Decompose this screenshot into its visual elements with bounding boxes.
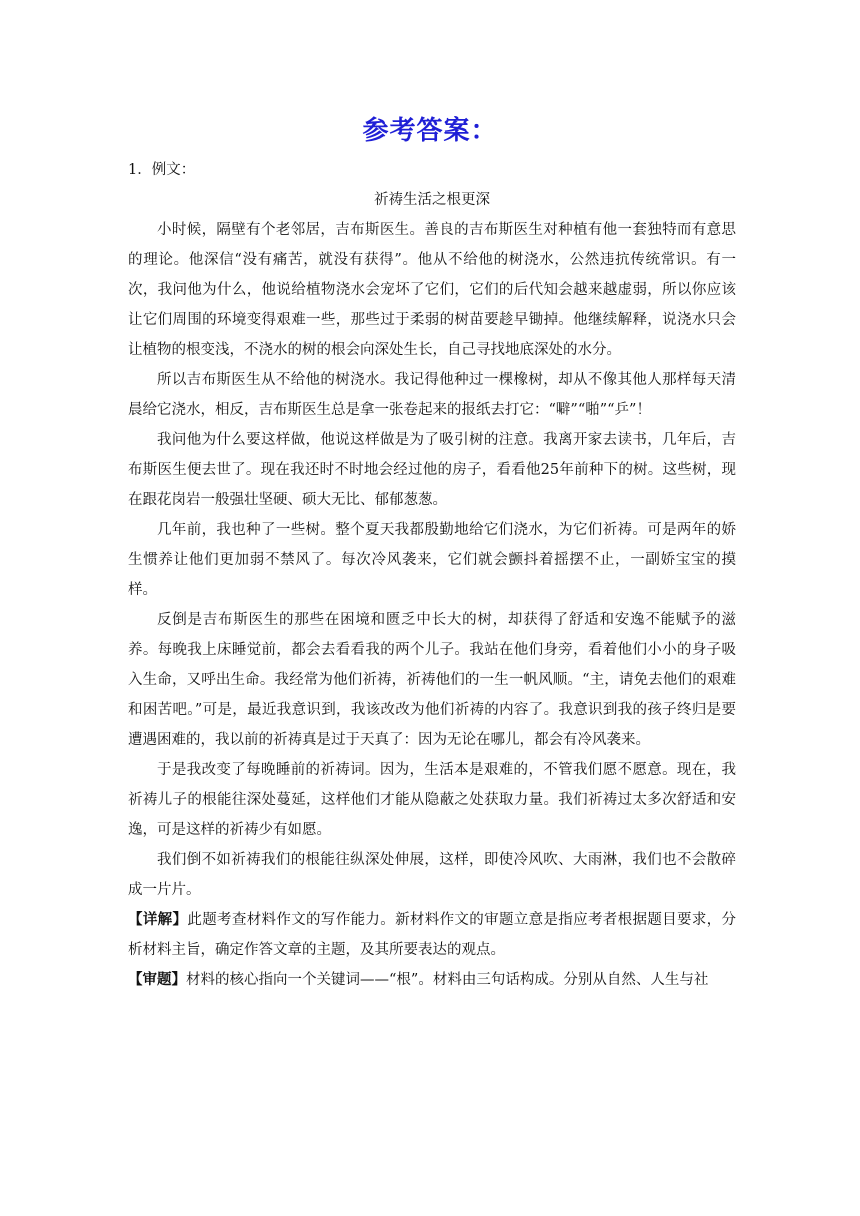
essay-title: 祈祷生活之根更深 (374, 192, 490, 208)
answer-heading: 参考答案： (362, 116, 498, 146)
detail-analysis (128, 905, 736, 965)
question-label: 1．例文： (128, 162, 196, 178)
detail-text: 此题考查材料作文的写作能力。新材料作文的审题立意是指应考者根据题目要求，分析材料主旨，确定作答文章的主题，及其所要表达的观点。 (128, 912, 737, 958)
essay-paragraph: 于是我改变了每晚睡前的祈祷词。因为，生活本是艰难的，不管我们愿不愿意。现在，我祈祷儿子的根能往深处蔓延，这样他们才能从隐蔽之处获取力量。我们祈祷过太多次舒适和安逸，可是这样的祈祷少有如愿。 (128, 762, 736, 838)
essay-paragraph: 反倒是吉布斯医生的那些在困境和匮乏中长大的树，却获得了舒适和安逸不能赋予的滋养。每晚我上床睡觉前，都会去看看我的两个儿子。我站在他们身旁，看着他们小小的身子吸入生命，又呼出生命。我经常为他们祈祷，祈祷他们的一生一帆风顺。“主，请免去他们的艰难和困苦吧。”可是，最近我意识到，我该改改为他们祈祷的内容了。我意识到我的孩子终归是要遭遇困难的，我以前的祈祷真是过于天真了：因为无论在哪儿，都会有冷风袭来。 (128, 612, 736, 748)
essay-paragraph: 几年前，我也种了一些树。整个夏天我都殷勤地给它们浇水，为它们祈祷。可是两年的娇生惯养让他们更加弱不禁风了。每次冷风袭来，它们就会颤抖着摇摆不止，一副娇宝宝的摸样。 (128, 522, 736, 598)
review-analysis (128, 965, 736, 995)
essay-paragraph: 我们倒不如祈祷我们的根能往纵深处伸展，这样，即使冷风吹、大雨淋，我们也不会散碎成一片片。 (128, 852, 736, 898)
essay-paragraph: 小时候，隔壁有个老邻居，吉布斯医生。善良的吉布斯医生对种植有他一套独特而有意思的理论。他深信“没有痛苦，就没有获得”。他从不给他的树浇水，公然违抗传统常识。有一次，我问他为什么，他说给植物浇水会宠坏了它们，它们的后代知会越来越虚弱，所以你应该让它们周围的环境变得艰难一些，那些过于柔弱的树苗要趁早锄掉。他继续解释，说浇水只会让植物的根变浅，不浇水的树的根会向深处生长，自己寻找地底深处的水分。 (128, 222, 736, 358)
essay-paragraph: 所以吉布斯医生从不给他的树浇水。我记得他种过一棵橡树，却从不像其他人那样每天清晨给它浇水，相反，吉布斯医生总是拿一张卷起来的报纸去打它：“噼”“啪”“乒”！ (128, 372, 736, 418)
review-text: 材料的核心指向一个关键词——“根”。材料由三句话构成。分别从自然、人生与社 (186, 972, 709, 988)
detail-tag: 【详解】 (128, 911, 188, 928)
review-tag: 【审题】 (128, 971, 186, 988)
answer-content (128, 155, 736, 995)
essay-paragraph: 我问他为什么要这样做，他说这样做是为了吸引树的注意。我离开家去读书，几年后，吉布斯医生便去世了。现在我还时不时地会经过他的房子，看看他25年前种下的树。这些树，现在跟花岗岩一般强壮坚硬、硕大无比、郁郁葱葱。 (128, 432, 736, 508)
